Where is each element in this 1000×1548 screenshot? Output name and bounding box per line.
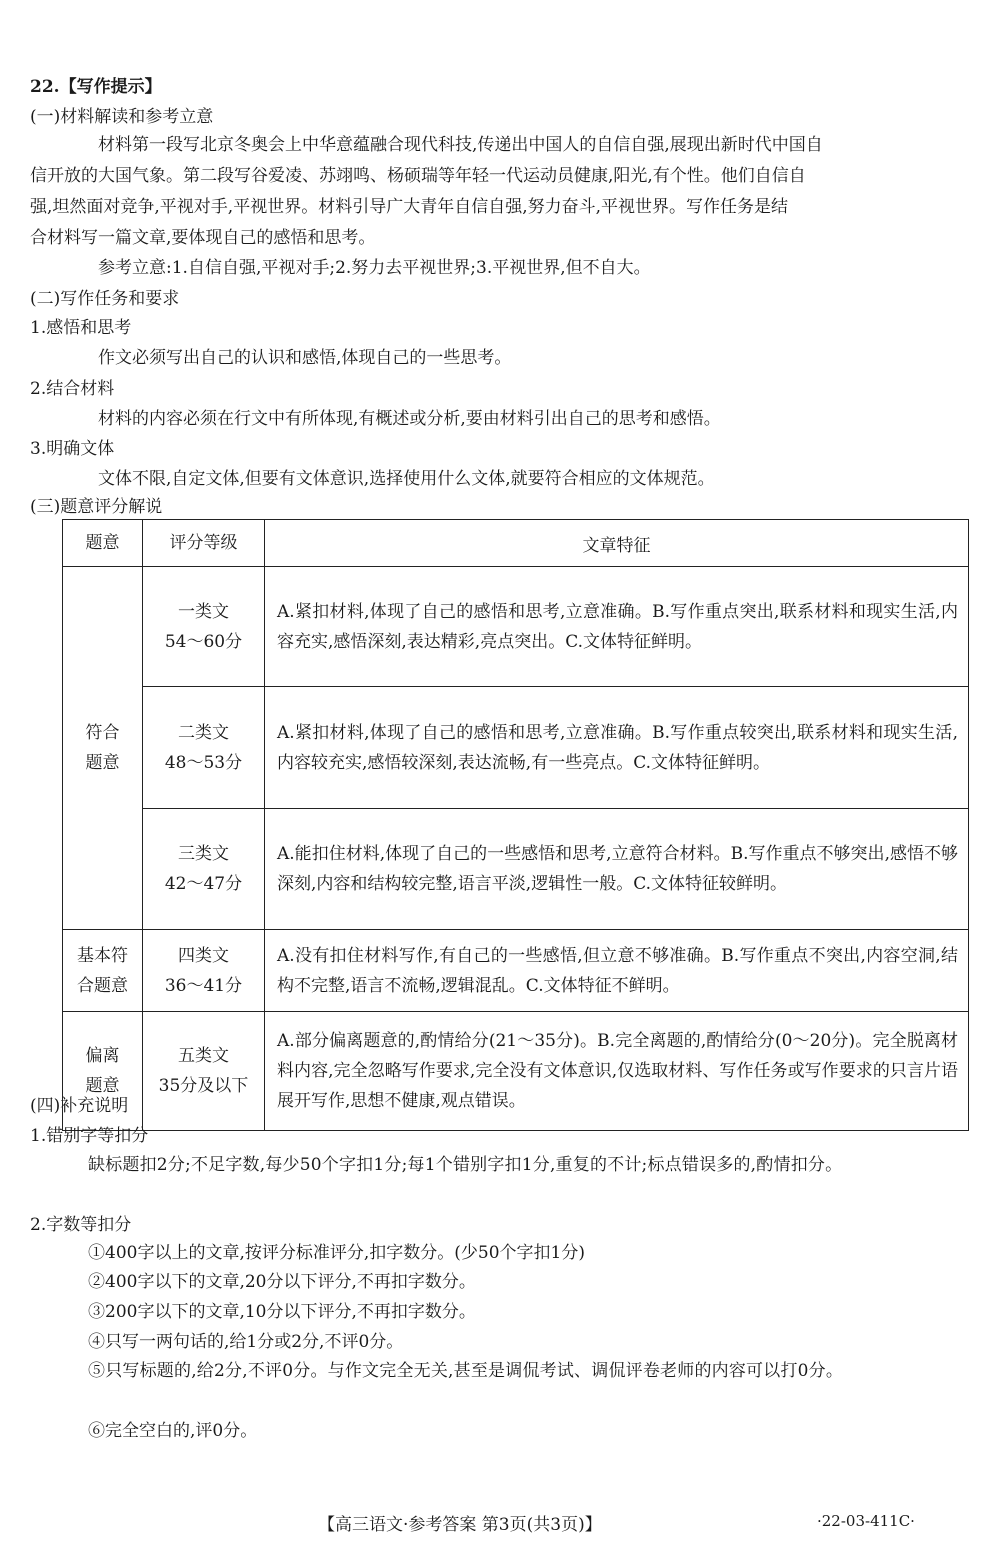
section2-title: (二)写作任务和要求 (30, 289, 180, 309)
table-row (63, 809, 969, 930)
wordcount-rule-6: ⑥完全空白的,评0分。 (88, 1421, 258, 1441)
wordcount-rule-1: ①400字以上的文章,按评分标准评分,扣字数分。(少50个字扣1分) (88, 1243, 585, 1263)
group-basic: 基本符 合题意 (63, 930, 143, 1012)
section4-item2-title: 2.字数等扣分 (30, 1215, 132, 1235)
question-heading (30, 74, 162, 100)
table-row (63, 567, 969, 687)
feature-cell: A.紧扣材料,体现了自己的感悟和思考,立意准确。B.写作重点较突出,联系材料和现实生活,内容较充实,感悟较深刻,表达流畅,有一些亮点。C.文体特征鲜明。 (265, 687, 969, 809)
grade-cell: 五类文 35分及以下 (143, 1012, 265, 1131)
section4-title: (四)补充说明 (30, 1096, 129, 1116)
paper-code: ·22-03-411C· (817, 1512, 915, 1530)
grade-cell: 二类文 48～53分 (143, 687, 265, 809)
section4-item1-text: 缺标题扣2分;不足字数,每少50个字扣1分;每1个错别字扣1分,重复的不计;标点错误多的,酌情扣分。 (88, 1155, 843, 1175)
section1-reference: 参考立意:1.自信自强,平视对手;2.努力去平视世界;3.平视世界,但不自大。 (98, 258, 651, 278)
wordcount-rule-4: ④只写一两句话的,给1分或2分,不评0分。 (88, 1332, 404, 1352)
section2-item1-title: 1.感悟和思考 (30, 318, 132, 338)
table-row (63, 1012, 969, 1131)
question-label: 【写作提示】 (59, 77, 162, 97)
section2-item3-text: 文体不限,自定文体,但要有文体意识,选择使用什么文体,就要符合相应的文体规范。 (98, 469, 715, 489)
header-topic: 题意 (63, 520, 143, 567)
table-header-row (63, 520, 969, 567)
feature-cell: A.没有扣住材料写作,有自己的一些感悟,但立意不够准确。B.写作重点不突出,内容空洞,结构不完整,语言不流畅,逻辑混乱。C.文体特征不鲜明。 (265, 930, 969, 1012)
grade-cell: 四类文 36～41分 (143, 930, 265, 1012)
section4-item1-title: 1.错别字等扣分 (30, 1126, 149, 1146)
grade-cell: 一类文 54～60分 (143, 567, 265, 687)
section1-title: (一)材料解读和参考立意 (30, 107, 214, 127)
scoring-table (62, 519, 969, 1131)
section2-item3-title: 3.明确文体 (30, 439, 115, 459)
wordcount-rule-2: ②400字以下的文章,20分以下评分,不再扣字数分。 (88, 1272, 476, 1292)
section2-item1-text: 作文必须写出自己的认识和感悟,体现自己的一些思考。 (98, 348, 512, 368)
page-footer: 【高三语文·参考答案 第3页(共3页)】 (318, 1515, 602, 1535)
section1-line-4: 合材料写一篇文章,要体现自己的感悟和思考。 (30, 228, 376, 248)
header-features: 文章特征 (265, 520, 969, 567)
group-off: 偏离 题意 (63, 1012, 143, 1131)
wordcount-rule-5: ⑤只写标题的,给2分,不评0分。与作文完全无关,甚至是调侃考试、调侃评卷老师的内容可以打0分。 (88, 1361, 844, 1381)
section2-item2-text: 材料的内容必须在行文中有所体现,有概述或分析,要由材料引出自己的思考和感悟。 (98, 409, 721, 429)
table-row (63, 687, 969, 809)
table-row (63, 930, 969, 1012)
feature-cell: A.紧扣材料,体现了自己的感悟和思考,立意准确。B.写作重点突出,联系材料和现实生活,内容充实,感悟深刻,表达精彩,亮点突出。C.文体特征鲜明。 (265, 567, 969, 687)
wordcount-rule-3: ③200字以下的文章,10分以下评分,不再扣字数分。 (88, 1302, 476, 1322)
section1-line-1: 材料第一段写北京冬奥会上中华意蕴融合现代科技,传递出中国人的自信自强,展现出新时代中国自 (98, 135, 823, 155)
feature-cell: A.能扣住材料,体现了自己的一些感悟和思考,立意符合材料。B.写作重点不够突出,感悟不够深刻,内容和结构较完整,语言平淡,逻辑性一般。C.文体特征较鲜明。 (265, 809, 969, 930)
group-fit: 符合 题意 (63, 567, 143, 930)
section1-line-3: 强,坦然面对竞争,平视对手,平视世界。材料引导广大青年自信自强,努力奋斗,平视世界。写作任务是结 (30, 197, 789, 217)
section2-item2-title: 2.结合材料 (30, 379, 115, 399)
header-grade: 评分等级 (143, 520, 265, 567)
feature-cell: A.部分偏离题意的,酌情给分(21～35分)。B.完全离题的,酌情给分(0～20分)。完全脱离材料内容,完全忽略写作要求,完全没有文体意识,仅选取材料、写作任务或写作要求的只言片语展开写作,思想不健康,观点错误。 (265, 1012, 969, 1131)
question-number: 22. (30, 77, 60, 97)
section3-title: (三)题意评分解说 (30, 497, 163, 517)
grade-cell: 三类文 42～47分 (143, 809, 265, 930)
section1-line-2: 信开放的大国气象。第二段写谷爱凌、苏翊鸣、杨硕瑞等年轻一代运动员健康,阳光,有个性。他们自信自 (30, 166, 806, 186)
